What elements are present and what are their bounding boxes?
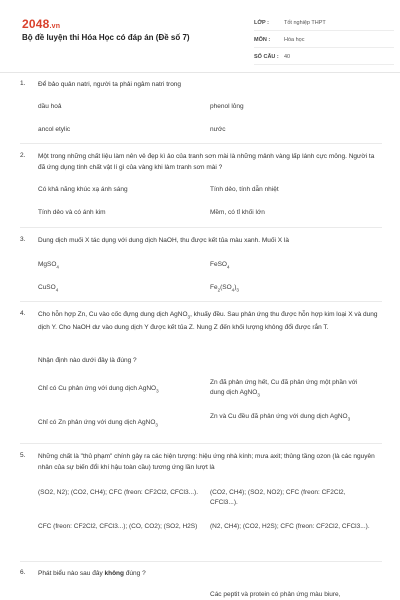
formula-text: (SO [220, 284, 232, 291]
question-number: 6. [20, 569, 26, 576]
answer-option[interactable]: Có khả năng khúc xạ ánh sáng [38, 186, 128, 193]
divider [20, 143, 382, 144]
formula-text: MgSO [38, 261, 57, 268]
formula-subscript: 3 [347, 416, 351, 422]
answer-option[interactable] [38, 260, 198, 272]
divider [20, 443, 382, 444]
meta-row-subject [254, 33, 394, 48]
page-header [0, 0, 400, 73]
answer-option[interactable]: nước [210, 126, 226, 133]
question-text [38, 310, 380, 333]
answer-option[interactable]: ancol etylic [38, 126, 71, 133]
meta-row-count [254, 50, 394, 65]
answer-option[interactable]: (SO2, N2); (CO2, CH4); CFC (freon: CF2Cl2, CFCl3...). [38, 489, 198, 496]
option-text: Chỉ có Cu phản ứng với dung dịch AgNO [38, 385, 157, 392]
answer-option[interactable]: phenol lỏng [210, 103, 244, 110]
logo-text: 2048 [22, 17, 50, 31]
question-text: Dung dịch muối X tác dụng với dung dịch NaOH, thu được kết tủa màu xanh. Muối X là [38, 237, 289, 244]
question-number: 2. [20, 152, 26, 159]
answer-option[interactable] [38, 283, 198, 295]
formula-subscript: 3 [155, 422, 158, 428]
answer-option[interactable] [38, 384, 198, 396]
formula-subscript: 4 [231, 287, 235, 293]
question-text-part: , khuấy đều. Sau phản ứng thu được hỗn hợp kim loại X và dung dịch Y. Cho NaOH dư vào dung dịch Y được kết tủa Z. Nung Z đến khối lượng không đổi được rắn T. [38, 311, 378, 331]
question-text-part: Cho hỗn hợp Zn, Cu vào cốc đựng dung dịch AgNO [38, 311, 188, 318]
formula-text: Fe [210, 284, 218, 291]
formula-subscript: 3 [236, 287, 239, 293]
formula-subscript: 4 [226, 264, 230, 270]
question-number: 4. [20, 310, 26, 317]
meta-value: Hóa học [284, 37, 305, 43]
meta-value: Tốt nghiệp THPT [284, 20, 326, 26]
formula-subscript: 3 [257, 392, 260, 398]
formula-subscript: 3 [156, 388, 159, 394]
answer-option[interactable]: (CO2, CH4); (SO2, NO2); CFC (freon: CF2Cl2, CFCl3...). [210, 489, 346, 506]
answer-option[interactable]: Tính dẻo, tính dẫn nhiệt [210, 186, 279, 193]
formula-text: ) [234, 284, 237, 291]
option-text: Chỉ có Zn phản ứng với dung dịch AgNO [38, 419, 156, 426]
question-text-part: Phát biểu nào sau đây [38, 570, 105, 577]
exam-meta [254, 16, 394, 67]
question-text: Một trong những chất liệu làm nên vẻ đẹp kì ảo của tranh sơn mài là những mảnh vàng lấp lánh cực mỏng. Người ta đã ứng dụng tính chất vật lí gì của vàng khi làm tranh sơn mài ? [38, 153, 375, 171]
meta-row-class [254, 16, 394, 31]
answer-option[interactable]: dầu hoả [38, 103, 62, 110]
meta-key: LỚP : [254, 20, 269, 26]
answer-option[interactable]: Mềm, có tỉ khối lớn [210, 209, 265, 216]
meta-key: SỐ CÂU : [254, 54, 279, 60]
answer-option[interactable]: CFC (freon: CF2Cl2, CFCl3...); (CO, CO2); (SO2, H2S) [38, 523, 198, 530]
answer-option[interactable] [210, 378, 370, 400]
option-text: Zn đã phản ứng hết, Cu đã phản ứng một phần với dung dịch AgNO [210, 379, 358, 396]
answer-option[interactable]: Tính dẻo và có ánh kim [38, 209, 106, 216]
question-text-part: đúng ? [124, 570, 146, 577]
meta-key: MÔN : [254, 37, 271, 43]
meta-value: 40 [284, 54, 291, 60]
question-number: 3. [20, 236, 26, 243]
logo-suffix: .vn [49, 23, 61, 30]
formula-subscript: 4 [56, 264, 59, 270]
answer-option[interactable] [210, 283, 370, 295]
answer-option[interactable] [210, 260, 370, 272]
site-logo[interactable] [22, 17, 60, 31]
divider [20, 561, 382, 562]
divider [20, 301, 382, 302]
question-text-emphasis: không [104, 570, 124, 577]
formula-subscript: 2 [217, 287, 221, 293]
question-number: 5. [20, 452, 26, 459]
question-prompt: Nhận định nào dưới đây là đúng ? [38, 357, 137, 364]
question-text: Để bảo quản natri, người ta phải ngâm natri trong [38, 81, 182, 88]
question-text [38, 569, 380, 580]
question-number: 1. [20, 80, 26, 87]
question-text: Những chất là "thủ phạm" chính gây ra các hiện tượng: hiệu ứng nhà kính; mưa axit; thủng tầng ozon (là các nguyên nhân của sự biến đổi khí hậu toàn cầu) tương ứng lần lượt là [38, 453, 375, 471]
answer-option[interactable]: (N2, CH4); (CO2, H2S); CFC (freon: CF2Cl2, CFCl3...). [210, 523, 370, 530]
formula-text: FeSO [210, 261, 227, 268]
answer-option[interactable] [210, 412, 370, 424]
option-text: Zn và Cu đều đã phản ứng với dung dịch AgNO [210, 413, 348, 420]
formula-text: CuSO [38, 284, 56, 291]
answer-option[interactable]: Các peptit và protein có phản ứng màu biure, [210, 591, 341, 598]
formula-subscript: 3 [187, 314, 191, 320]
page-title: Bộ đề luyện thi Hóa Học có đáp án (Đề số 7) [22, 33, 190, 42]
formula-subscript: 4 [55, 287, 59, 293]
divider [20, 227, 382, 228]
answer-option[interactable] [38, 418, 198, 430]
